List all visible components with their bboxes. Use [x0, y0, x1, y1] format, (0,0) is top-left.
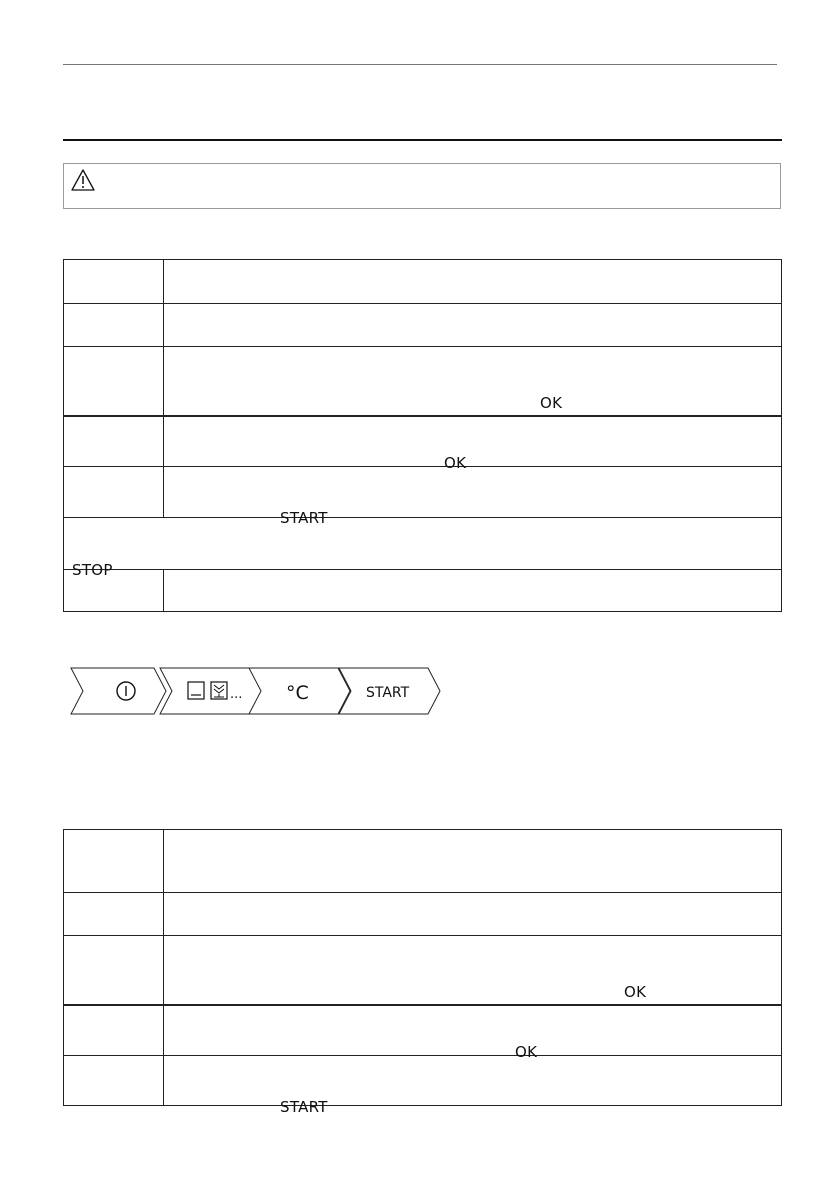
- step-text-cell: [164, 260, 782, 304]
- table-row: [64, 260, 782, 304]
- table-row: [64, 416, 782, 467]
- step-number-cell: [64, 830, 164, 893]
- table-row: [64, 936, 782, 1005]
- start-label: START: [366, 685, 410, 701]
- more-functions-ellipsis: ...: [230, 687, 243, 702]
- step-text-cell: [164, 304, 782, 347]
- step-number-cell: [64, 260, 164, 304]
- table-row: [64, 347, 782, 416]
- step-text-cell: [164, 893, 782, 936]
- table-row: [64, 1056, 782, 1106]
- start-keyword: START: [280, 1097, 328, 1116]
- step-text-cell: [164, 1005, 782, 1062]
- start-keyword: START: [280, 509, 328, 527]
- table-row: [64, 518, 782, 570]
- step-text-cell: [164, 830, 782, 893]
- step-number-cell: [64, 347, 164, 416]
- step-text-cell: [164, 570, 782, 612]
- table-row: [64, 467, 782, 518]
- step-number-cell: [64, 1005, 164, 1056]
- stop-keyword: STOP: [72, 560, 113, 579]
- step-text-cell: [164, 467, 782, 527]
- quick-start-flow: [70, 667, 442, 715]
- step-text-cell: [164, 936, 782, 1005]
- step-number-cell: [64, 936, 164, 1005]
- step-text-cell: [164, 347, 782, 416]
- step-number-cell: [64, 304, 164, 347]
- celsius-label: °C: [286, 682, 309, 704]
- step-text-cell: [164, 1056, 782, 1116]
- table-row: [64, 1005, 782, 1056]
- function-step: [160, 668, 262, 714]
- temperature-step: [249, 668, 350, 714]
- stop-note-cell: [64, 518, 782, 579]
- table-row: [64, 304, 782, 347]
- warning-triangle-icon: [70, 168, 96, 192]
- table-row: [64, 570, 782, 612]
- step-number-cell: [64, 1056, 164, 1106]
- power-step: [71, 668, 166, 714]
- section-rule: [63, 139, 782, 141]
- step-number-cell: [64, 416, 164, 467]
- step-number-cell: [64, 893, 164, 936]
- table-row: [64, 893, 782, 936]
- warning-box: [63, 163, 781, 209]
- ok-keyword: OK: [540, 393, 563, 412]
- step-text-cell: [164, 416, 782, 473]
- ok-keyword: OK: [444, 454, 467, 473]
- start-step: [339, 668, 440, 714]
- steps-table-1: [63, 259, 782, 612]
- ok-keyword: OK: [624, 982, 647, 1001]
- table-row: [64, 830, 782, 893]
- steps-table-2: [63, 829, 782, 1116]
- header-rule: [63, 64, 777, 65]
- ok-keyword: OK: [515, 1043, 538, 1062]
- step-number-cell: [64, 467, 164, 518]
